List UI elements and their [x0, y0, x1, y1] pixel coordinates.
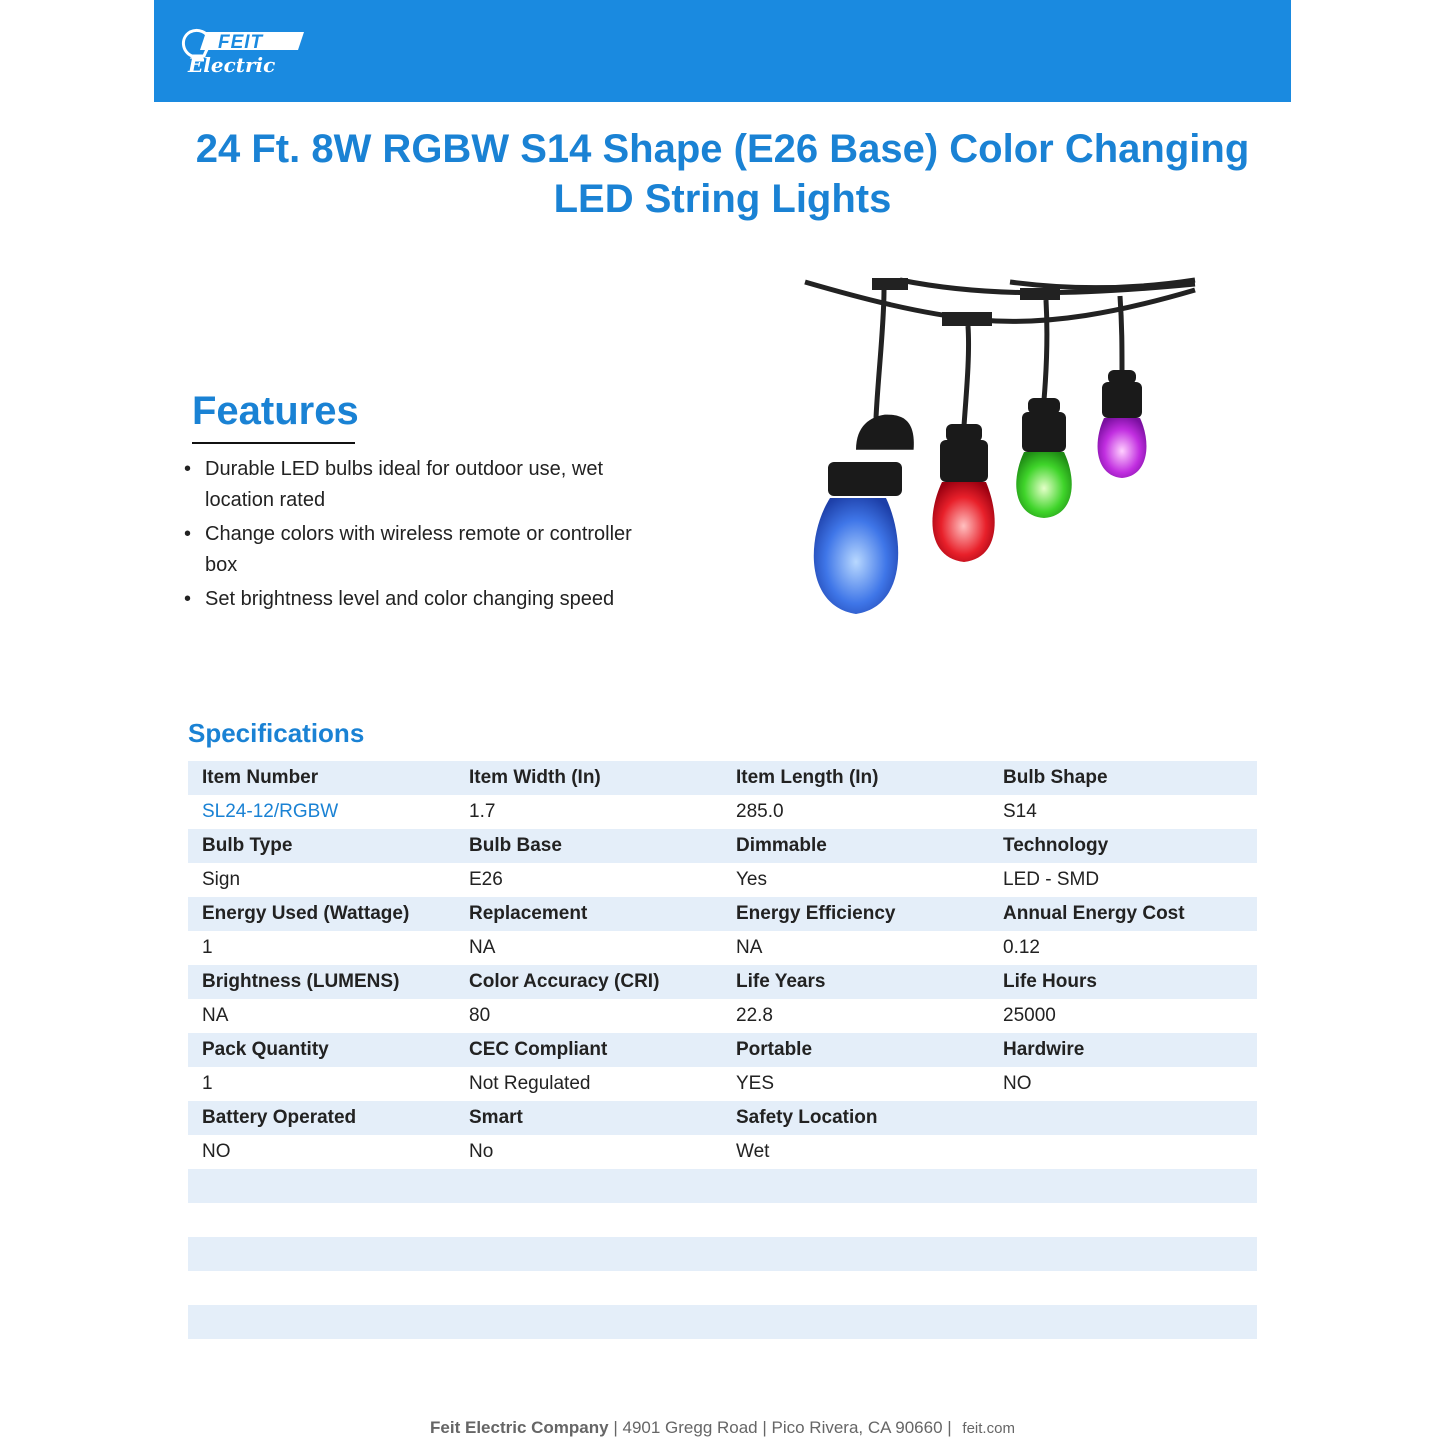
bullet-icon: • [184, 458, 192, 480]
spec-label: Item Width (In) [469, 767, 601, 788]
features-heading: Features [192, 389, 359, 433]
spec-label: Bulb Type [202, 835, 293, 856]
product-title-line2: LED String Lights [553, 177, 892, 221]
spec-label: Bulb Shape [1003, 767, 1108, 788]
item-number-link[interactable]: SL24-12/RGBW [202, 801, 339, 822]
footer-address: | 4901 Gregg Road | Pico Rivera, CA 90660 | [613, 1418, 952, 1437]
spec-label-row [188, 829, 1257, 863]
green-bulb [1016, 398, 1071, 518]
spec-value-row [188, 795, 1257, 829]
logo-line2: Electric [188, 53, 276, 77]
spec-label: Brightness (LUMENS) [202, 971, 400, 992]
spec-value: 1 [202, 1073, 213, 1094]
footer [0, 1418, 1445, 1438]
spec-value: NA [736, 937, 763, 958]
brand-header [154, 0, 1291, 102]
purple-bulb [1098, 370, 1147, 478]
feature-item: • Durable LED bulbs ideal for outdoor use, wet location rated [184, 454, 654, 516]
blue-bulb [814, 415, 914, 614]
spec-value: Not Regulated [469, 1073, 591, 1094]
spec-label-row [188, 761, 1257, 795]
string-lights-product-image [800, 276, 1200, 636]
spec-label: Item Length (In) [736, 767, 879, 788]
spec-value-row [188, 931, 1257, 965]
spec-label: Replacement [469, 903, 588, 924]
spec-value: Wet [736, 1141, 770, 1162]
product-title-line1: 24 Ft. 8W RGBW S14 Shape (E26 Base) Color Changing [195, 127, 1250, 171]
spec-label: Energy Used (Wattage) [202, 903, 410, 924]
features-divider [192, 442, 355, 444]
spec-value: NO [1003, 1073, 1032, 1094]
empty-row [188, 1271, 1257, 1305]
spec-label: Energy Efficiency [736, 903, 896, 924]
spec-value: 0.12 [1003, 937, 1040, 958]
spec-value: 25000 [1003, 1005, 1056, 1026]
spec-value: 22.8 [736, 1005, 773, 1026]
spec-value: 285.0 [736, 801, 784, 822]
spec-value: Sign [202, 869, 241, 890]
spec-label: Pack Quantity [202, 1039, 329, 1060]
spec-label: Smart [469, 1107, 523, 1128]
empty-row [188, 1305, 1257, 1339]
spec-value: NA [202, 1005, 229, 1026]
spec-label: Color Accuracy (CRI) [469, 971, 660, 992]
spec-value: No [469, 1141, 494, 1162]
empty-row [188, 1169, 1257, 1203]
spec-label: Life Hours [1003, 971, 1097, 992]
spec-value: NA [469, 937, 496, 958]
spec-value-row [188, 863, 1257, 897]
spec-value: LED - SMD [1003, 869, 1100, 890]
spec-label-row [188, 1033, 1257, 1067]
footer-site-link[interactable]: feit.com [962, 1420, 1015, 1437]
specifications-table [188, 761, 1257, 1339]
spec-label-row [188, 965, 1257, 999]
spec-label: Bulb Base [469, 835, 562, 856]
spec-value: NO [202, 1141, 231, 1162]
red-bulb [932, 424, 994, 562]
spec-label: Safety Location [736, 1107, 878, 1128]
features-list [184, 454, 654, 618]
spec-label: Technology [1003, 835, 1109, 856]
spec-label-row [188, 1101, 1257, 1135]
spec-value-row [188, 999, 1257, 1033]
spec-value: 80 [469, 1005, 491, 1026]
spec-label: Life Years [736, 971, 826, 992]
spec-label: Battery Operated [202, 1107, 357, 1128]
footer-company: Feit Electric Company [430, 1418, 609, 1437]
spec-label: Annual Energy Cost [1003, 903, 1185, 924]
spec-value: YES [736, 1073, 775, 1094]
spec-label-row [188, 897, 1257, 931]
feature-item: • Set brightness level and color changing speed [184, 584, 654, 615]
bullet-icon: • [184, 523, 192, 545]
spec-label: Item Number [202, 767, 319, 788]
logo-line1: FEIT [218, 32, 264, 53]
spec-value: 1.7 [469, 801, 496, 822]
spec-value: S14 [1003, 801, 1037, 822]
spec-label: Portable [736, 1039, 813, 1060]
product-title [154, 124, 1291, 224]
bullet-icon: • [184, 588, 192, 610]
spec-label: Dimmable [736, 835, 827, 856]
empty-row [188, 1237, 1257, 1271]
spec-label: Hardwire [1003, 1039, 1085, 1060]
empty-row [188, 1203, 1257, 1237]
feit-electric-logo [178, 26, 308, 78]
spec-value: 1 [202, 937, 213, 958]
spec-value-row [188, 1067, 1257, 1101]
spec-value: E26 [469, 869, 503, 890]
spec-value-row [188, 1135, 1257, 1169]
spec-value: Yes [736, 869, 767, 890]
feature-item: • Change colors with wireless remote or controller box [184, 519, 654, 581]
spec-label: CEC Compliant [469, 1039, 608, 1060]
specifications-heading: Specifications [188, 718, 365, 748]
